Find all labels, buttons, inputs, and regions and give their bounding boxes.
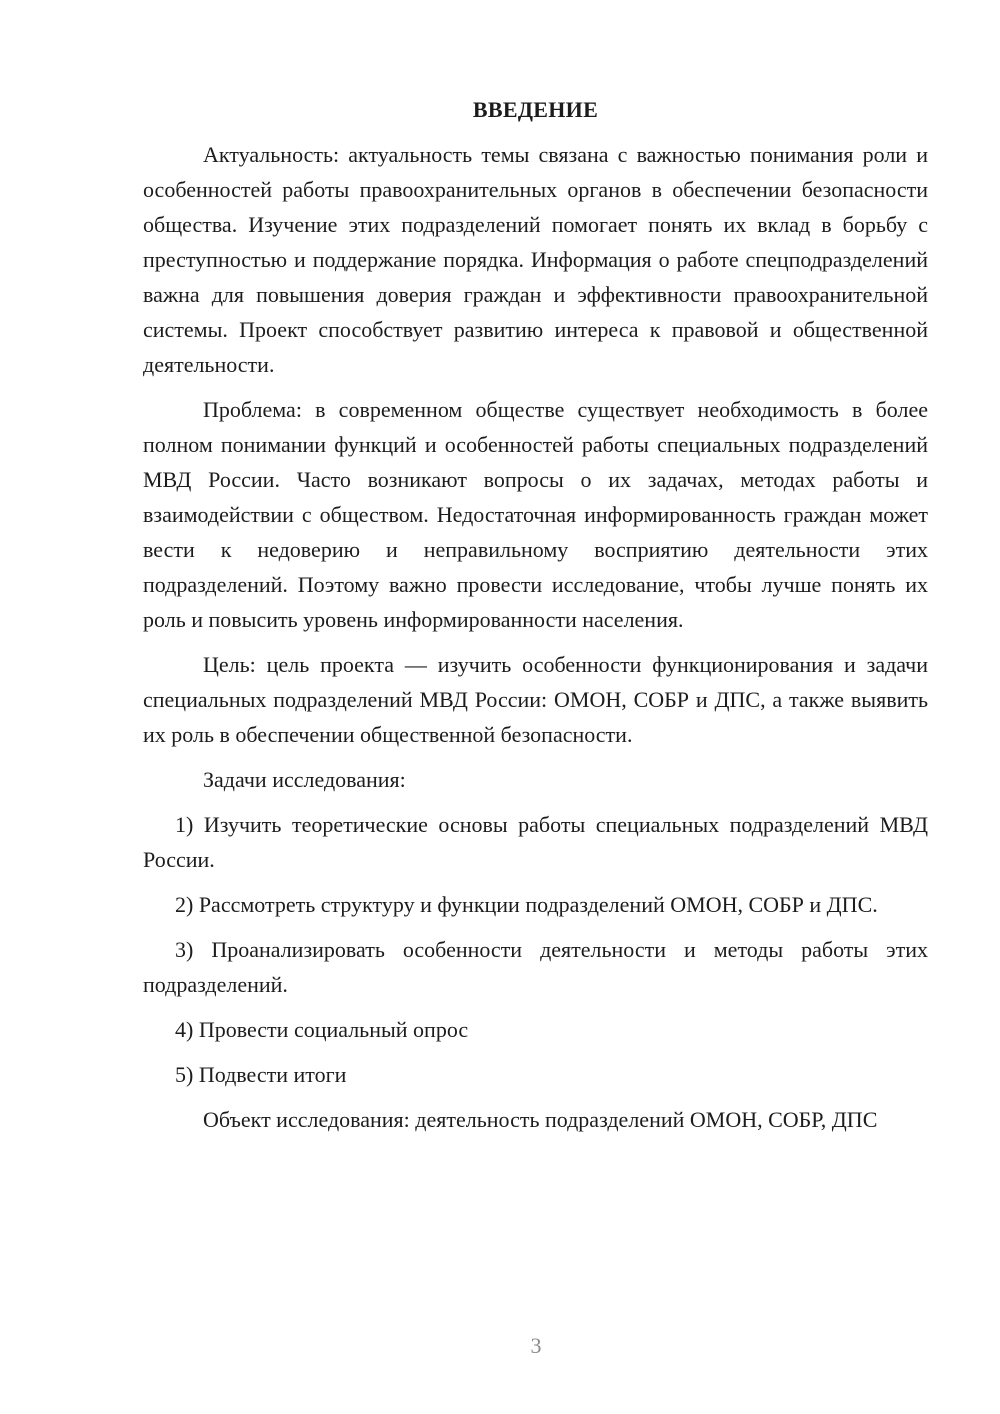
task-item-3: 3) Проанализировать особенности деятельности и методы работы этих подразделений.	[143, 937, 928, 997]
tasks-list	[143, 807, 928, 1092]
task-item-1: 1) Изучить теоретические основы работы специальных подразделений МВД России.	[143, 812, 928, 872]
tasks-heading: Задачи исследования:	[203, 767, 406, 792]
goal-paragraph: Цель: цель проекта — изучить особенности функционирования и задачи специальных подразделений МВД России: ОМОН, СОБР и ДПС, а также выявить их роль в обеспечении общественной безопасности.	[143, 652, 928, 747]
relevance-paragraph: Актуальность: актуальность темы связана с важностью понимания роли и особенностей работы правоохранительных органов в обеспечении безопасности общества. Изучение этих подразделений помогает понять их вклад в борьбу с преступностью и поддержание порядка. Информация о работе спецподразделений важна для повышения доверия граждан и эффективности правоохранительной системы. Проект способствует развитию интереса к правовой и общественной деятельности.	[143, 142, 928, 377]
task-item-5: 5) Подвести итоги	[175, 1062, 347, 1087]
problem-paragraph: Проблема: в современном обществе существует необходимость в более полном понимании функций и особенностей работы специальных подразделений МВД России. Часто возникают вопросы о их задачах, методах работы и взаимодействии с обществом. Недостаточная информированность граждан может вести к недоверию и неправильному восприятию деятельности этих подразделений. Поэтому важно провести исследование, чтобы лучше понять их роль и повысить уровень информированности населения.	[143, 397, 928, 632]
document-body	[143, 92, 928, 1137]
task-item-4: 4) Провести социальный опрос	[175, 1017, 469, 1042]
task-item-2: 2) Рассмотреть структуру и функции подразделений ОМОН, СОБР и ДПС.	[175, 892, 878, 917]
object-paragraph: Объект исследования: деятельность подразделений ОМОН, СОБР, ДПС	[203, 1107, 878, 1132]
section-title: ВВЕДЕНИЕ	[472, 97, 599, 122]
page-number: 3	[530, 1333, 542, 1358]
